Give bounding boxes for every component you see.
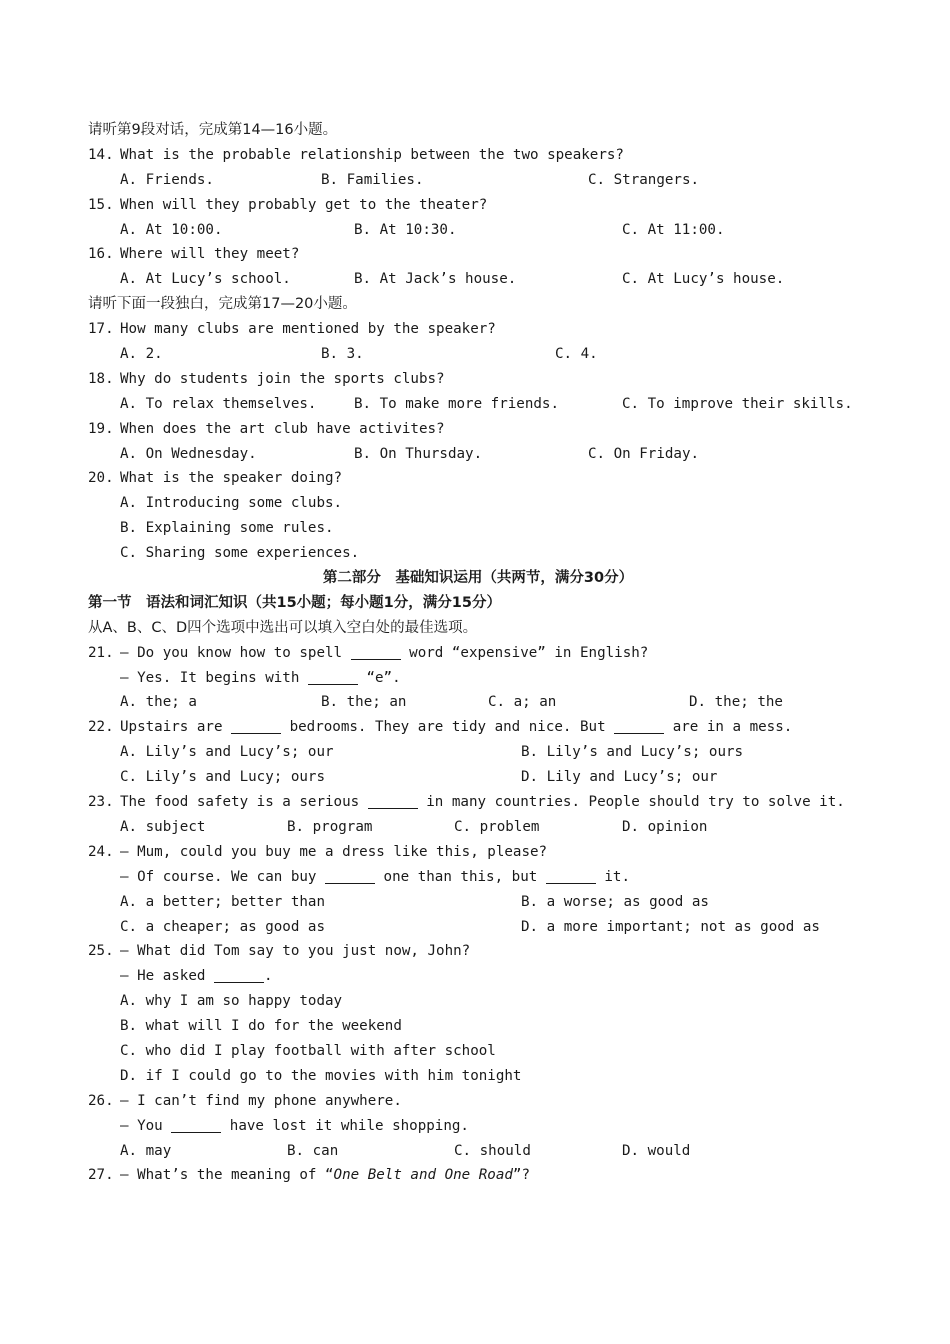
question-number: 24. — [88, 843, 114, 860]
page-content — [88, 118, 868, 1188]
question-text: — I can’t find my phone anywhere. — [120, 1092, 402, 1109]
question-21-reply — [88, 666, 868, 691]
question-24-reply — [88, 865, 868, 890]
reply-text: “e”. — [357, 669, 401, 686]
question-text: ”? — [512, 1167, 531, 1184]
question-19 — [88, 417, 868, 442]
italic-phrase: One Belt and One Road — [333, 1167, 513, 1184]
question-text: The food safety is a serious — [120, 794, 368, 811]
question-16 — [88, 242, 868, 267]
option-a: A. At Lucy’s school. — [120, 271, 291, 288]
option-c: C. who did I play football with after school — [120, 1042, 496, 1059]
option-a: A. why I am so happy today — [120, 993, 343, 1010]
section-1-title: 第一节 语法和词汇知识（共15小题；每小题1分，满分15分） — [88, 594, 501, 611]
question-text: in many countries. People should try to solve it. — [417, 794, 845, 811]
question-23-options — [88, 815, 868, 840]
option-a: A. Lily’s and Lucy’s; our — [120, 744, 334, 761]
question-24-options-ab — [88, 890, 868, 915]
question-27 — [88, 1163, 868, 1188]
question-21-options — [88, 690, 868, 715]
question-text: word “expensive” in English? — [400, 644, 649, 661]
question-14-options — [88, 168, 868, 193]
option-c: C. Lily’s and Lucy; ours — [120, 769, 325, 786]
question-24-options-cd — [88, 915, 868, 940]
answer-blank — [351, 645, 401, 660]
answer-blank — [614, 719, 664, 734]
question-15 — [88, 193, 868, 218]
question-21 — [88, 641, 868, 666]
question-17 — [88, 317, 868, 342]
question-19-options — [88, 442, 868, 467]
option-b: B. Families. — [321, 171, 424, 188]
question-24 — [88, 840, 868, 865]
question-number: 25. — [88, 943, 114, 960]
reply-text: — You — [120, 1117, 172, 1134]
question-25-reply — [88, 964, 868, 989]
dialogue-9-instruction: 请听第9段对话，完成第14—16小题。 — [88, 122, 338, 138]
reply-text: — Of course. We can buy — [120, 868, 325, 885]
question-17-options — [88, 342, 868, 367]
option-c: C. Strangers. — [588, 171, 700, 188]
option-d: D. the; the — [689, 694, 783, 711]
answer-blank — [231, 719, 281, 734]
question-23 — [88, 790, 868, 815]
question-text: are in a mess. — [664, 719, 793, 736]
question-text: Where will they meet? — [120, 246, 300, 263]
question-number: 15. — [88, 196, 114, 213]
option-b: B. 3. — [321, 346, 364, 363]
question-number: 27. — [88, 1167, 114, 1184]
option-b: B. can — [287, 1142, 339, 1159]
question-text: Why do students join the sports clubs? — [120, 370, 445, 387]
option-a: A. a better; better than — [120, 893, 325, 910]
answer-blank — [325, 869, 375, 884]
question-number: 17. — [88, 321, 114, 338]
question-text: — What did Tom say to you just now, John? — [120, 943, 471, 960]
question-number: 23. — [88, 794, 114, 811]
question-25 — [88, 939, 868, 964]
answer-blank — [171, 1118, 221, 1133]
question-22-options-ab — [88, 740, 868, 765]
part-2-title: 第二部分 基础知识运用（共两节，满分30分） — [322, 570, 634, 587]
option-b: B. On Thursday. — [354, 445, 483, 462]
answer-blank — [214, 968, 264, 983]
option-a: A. Friends. — [120, 171, 214, 188]
question-number: 14. — [88, 146, 114, 163]
answer-blank — [308, 670, 358, 685]
option-d: D. a more important; not as good as — [521, 918, 820, 935]
option-b: B. the; an — [321, 694, 407, 711]
option-d: D. would — [622, 1142, 691, 1159]
question-number: 18. — [88, 370, 114, 387]
option-c: C. problem — [454, 818, 540, 835]
question-text: How many clubs are mentioned by the speaker? — [120, 321, 496, 338]
answer-blank — [546, 869, 596, 884]
question-18 — [88, 367, 868, 392]
question-15-options — [88, 218, 868, 243]
option-c: C. At Lucy’s house. — [622, 271, 785, 288]
question-18-options — [88, 392, 868, 417]
question-number: 20. — [88, 470, 114, 487]
option-b: B. a worse; as good as — [521, 893, 709, 910]
question-text: When will they probably get to the theater? — [120, 196, 488, 213]
question-number: 16. — [88, 246, 114, 263]
monologue-instruction: 请听下面一段独白，完成第17—20小题。 — [88, 296, 357, 313]
option-a: A. On Wednesday. — [120, 445, 257, 462]
question-number: 19. — [88, 420, 114, 437]
option-b: B. Explaining some rules. — [120, 520, 334, 537]
option-c: C. a; an — [488, 694, 557, 711]
option-b: B. program — [287, 818, 373, 835]
question-22 — [88, 715, 868, 740]
question-14 — [88, 143, 868, 168]
option-a: A. Introducing some clubs. — [120, 495, 343, 512]
option-a: A. the; a — [120, 694, 197, 711]
question-number: 26. — [88, 1092, 114, 1109]
option-c: C. 4. — [555, 346, 598, 363]
question-16-options — [88, 267, 868, 292]
option-c: C. At 11:00. — [622, 221, 725, 238]
section-1-instruction: 从A、B、C、D四个选项中选出可以填入空白处的最佳选项。 — [88, 619, 478, 636]
option-b: B. At 10:30. — [354, 221, 457, 238]
option-b: B. Lily’s and Lucy’s; ours — [521, 744, 744, 761]
option-a: A. may — [120, 1142, 172, 1159]
option-c: C. On Friday. — [588, 445, 700, 462]
reply-text: one than this, but — [375, 868, 546, 885]
option-d: D. opinion — [622, 818, 708, 835]
option-b: B. what will I do for the weekend — [120, 1018, 402, 1035]
option-d: D. Lily and Lucy’s; our — [521, 769, 718, 786]
question-22-options-cd — [88, 765, 868, 790]
option-a: A. subject — [120, 818, 206, 835]
question-text: What is the probable relationship between the two speakers? — [120, 146, 624, 163]
option-c: C. To improve their skills. — [622, 395, 853, 412]
question-number: 21. — [88, 644, 114, 661]
option-b: B. At Jack’s house. — [354, 271, 517, 288]
option-a: A. 2. — [120, 346, 163, 363]
question-text: bedrooms. They are tidy and nice. But — [281, 719, 615, 736]
reply-text: it. — [595, 868, 631, 885]
question-text: What is the speaker doing? — [120, 470, 343, 487]
question-text: When does the art club have activites? — [120, 420, 445, 437]
question-26-options — [88, 1139, 868, 1164]
question-text: — What’s the meaning of “ — [120, 1167, 334, 1184]
option-c: C. Sharing some experiences. — [120, 545, 360, 562]
reply-text: . — [263, 968, 273, 985]
question-20 — [88, 466, 868, 491]
option-d: D. if I could go to the movies with him tonight — [120, 1067, 522, 1084]
option-a: A. At 10:00. — [120, 221, 223, 238]
option-c: C. should — [454, 1142, 531, 1159]
question-text: — Do you know how to spell — [120, 644, 351, 661]
question-text: Upstairs are — [120, 719, 232, 736]
reply-text: have lost it while shopping. — [221, 1117, 469, 1134]
option-b: B. To make more friends. — [354, 395, 559, 412]
option-c: C. a cheaper; as good as — [120, 918, 325, 935]
answer-blank — [368, 794, 418, 809]
question-26-reply — [88, 1114, 868, 1139]
question-text: — Mum, could you buy me a dress like this, please? — [120, 843, 548, 860]
reply-text: — Yes. It begins with — [120, 669, 308, 686]
reply-text: — He asked — [120, 968, 214, 985]
question-26 — [88, 1089, 868, 1114]
question-number: 22. — [88, 719, 114, 736]
option-a: A. To relax themselves. — [120, 395, 317, 412]
